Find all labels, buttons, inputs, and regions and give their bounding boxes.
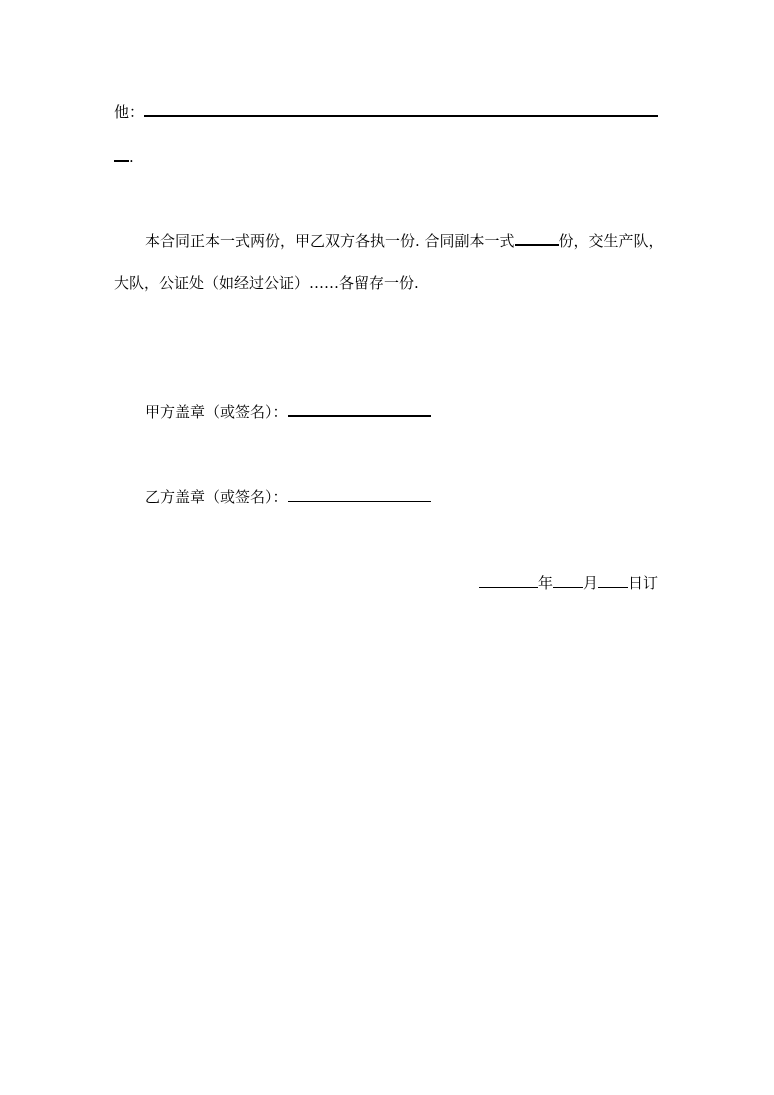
party-b-label: 乙方盖章（或签名）：: [145, 488, 288, 506]
year-label: 年: [538, 574, 554, 592]
day-sign-label: 日订: [628, 574, 659, 592]
copies-clause-line-1: [145, 230, 664, 250]
other-clause-continuation: [114, 146, 134, 166]
other-clause-blank: [144, 101, 658, 117]
other-clause-continuation-blank: [114, 146, 129, 162]
party-a-signature-line: [145, 401, 431, 421]
date-line: [479, 573, 658, 593]
copies-clause-line2-text: 大队，公证处（如经过公证）……各留存一份.: [114, 274, 419, 292]
copies-count-blank: [515, 230, 559, 246]
party-b-signature-blank: [288, 487, 431, 502]
month-blank: [553, 573, 583, 588]
month-label: 月: [583, 574, 599, 592]
copies-clause-part2: 份，交生产队，: [558, 232, 664, 250]
other-clause-end-mark: .: [129, 148, 134, 166]
party-a-signature-blank: [288, 401, 431, 417]
copies-clause-part1: 本合同正本一式两份，甲乙双方各执一份. 合同副本一式: [145, 232, 515, 250]
copies-clause-line-2: [114, 273, 419, 293]
party-b-signature-line: [145, 487, 431, 507]
party-a-label: 甲方盖章（或签名）：: [145, 403, 288, 421]
day-blank: [598, 573, 628, 588]
other-clause-line: [114, 101, 658, 121]
year-blank: [479, 573, 538, 588]
other-clause-label: 他：: [114, 103, 145, 121]
